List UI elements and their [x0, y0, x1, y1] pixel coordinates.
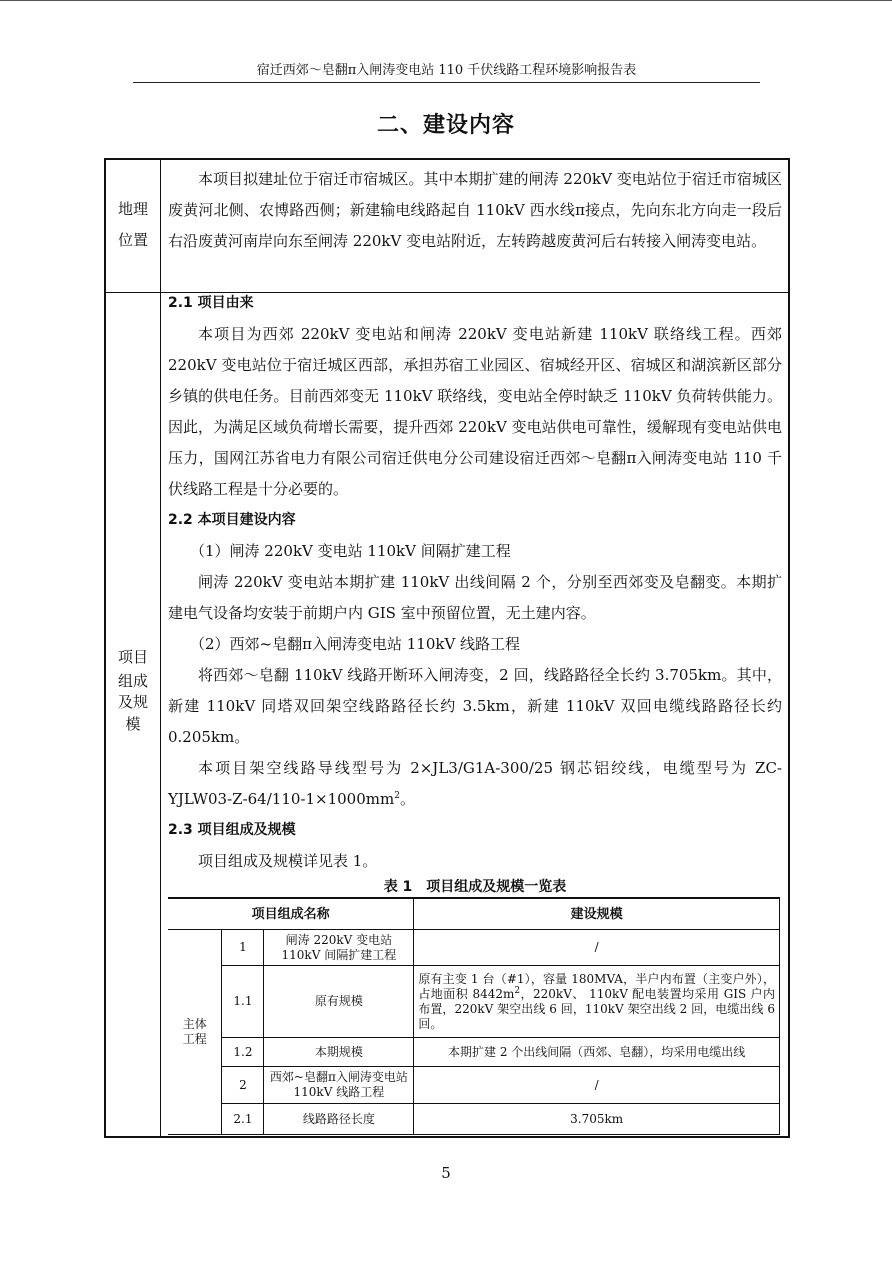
section-title: 二、建设内容 — [376, 112, 515, 138]
table-row — [168, 930, 780, 966]
page-top-border — [0, 0, 892, 1]
composition-content — [168, 288, 782, 877]
page-number: 5 — [441, 1164, 451, 1182]
row-name: 本期规模 — [264, 1038, 414, 1067]
row-scale: / — [414, 1067, 780, 1104]
row-name: 原有规模 — [264, 966, 414, 1038]
header-item-name: 项目组成名称 — [168, 898, 414, 930]
row-number: 2.1 — [222, 1104, 264, 1135]
section-2-2-item-1: （1）闸涛 220kV 变电站 110kV 间隔扩建工程 — [190, 542, 511, 560]
row-scale: / — [414, 930, 780, 966]
section-2-2-conductor-text: 本项目架空线路导线型号为 2×JL3/G1A-300/25 钢芯铝绞线，电缆型号为 $ZC-YJLW03-Z-64/110-1\times 1000mm^2$。 — [168, 759, 782, 808]
row-scale: 本期扩建 2 个出线间隔（西郊、皂翻），均采用电缆出线 — [414, 1038, 780, 1067]
table-header-row — [168, 898, 780, 930]
section-2-3-heading: 2.3 项目组成及规模 — [168, 822, 296, 838]
location-content — [168, 164, 782, 257]
header-scale: 建设规模 — [414, 898, 780, 930]
section-2-2-item-1-text: 闸涛 220kV 变电站本期扩建 110kV 出线间隔 2 个，分别至西郊变及皂翻变。本期扩建电气设备均安装于前期户内 GIS 室中预留位置，无土建内容。 — [168, 573, 782, 622]
label-column-divider — [160, 160, 161, 1136]
row-name: 西郊~皂翻π入闸涛变电站 110kV 线路工程 — [264, 1067, 414, 1104]
section-2-2-heading: 2.2 本项目建设内容 — [168, 512, 296, 528]
section-2-1-heading: 2.1 项目由来 — [168, 295, 254, 311]
section-2-2-item-2: （2）西郊~皂翻π入闸涛变电站 110kV 线路工程 — [190, 635, 521, 653]
row-scale: 3.705km — [414, 1104, 780, 1135]
table-1-caption: 表 1 项目组成及规模一览表 — [383, 879, 567, 895]
location-text: 本项目拟建址位于宿迁市宿城区。其中本期扩建的闸涛 220kV 变电站位于宿迁市宿城区废黄河北侧、农博路西侧；新建输电线路起自 110kV 西水线π接点，先向东北方向走一段后右沿废黄河南岸向东至闸涛 220kV 变电站附近，左转跨越废黄河后右转接入闸涛变电站。 — [168, 170, 782, 250]
running-header: 宿迁西郊～皂翻π入闸涛变电站 110 千伏线路工程环境影响报告表 — [256, 63, 637, 78]
table-row — [168, 966, 780, 1038]
section-2-1-text: 本项目为西郊 220kV 变电站和闸涛 220kV 变电站新建 110kV 联络线工程。西郊 220kV 变电站位于宿迁城区西部，承担苏宿工业园区、宿城经开区、宿城区和湖滨新区部分乡镇的供电任务。目前西郊变无 110kV 联络线，变电站全停时缺乏 110kV 负荷转供能力。因此，为满足区域负荷增长需要，提升西郊 220kV 变电站供电可靠性，缓解现有变电站供电压力，国网江苏省电力有限公司宿迁供电分公司建设宿迁西郊～皂翻π入闸涛变电站 110 千伏线路工程是十分必要的。 — [168, 325, 782, 498]
row-number: 1.1 — [222, 966, 264, 1038]
group-cell: 主体工程 — [168, 930, 222, 1135]
header-rule — [133, 82, 760, 83]
table-row — [168, 1038, 780, 1067]
row-number: 1.2 — [222, 1038, 264, 1067]
row-number: 2 — [222, 1067, 264, 1104]
table-1 — [168, 897, 780, 1135]
composition-label: 项目 组成 及规 模 — [117, 648, 148, 733]
table-row — [168, 1104, 780, 1135]
content-frame — [104, 158, 790, 1138]
row-number: 1 — [222, 930, 264, 966]
row-name: 闸涛 220kV 变电站 110kV 间隔扩建工程 — [264, 930, 414, 966]
table-row — [168, 1067, 780, 1104]
section-2-2-item-2-text: 将西郊～皂翻 110kV 线路开断环入闸涛变，2 回，线路路径全长约 3.705km。其中，新建 110kV 同塔双回架空线路路径长约 3.5km，新建 110kV 双回电缆线路路径长约 0.205km。 — [168, 666, 782, 746]
row-name: 线路路径长度 — [264, 1104, 414, 1135]
row-scale: 原有主变 1 台（#1），容量 180MVA，半户内布置（主变户外），占地面积 $8442m^2$，220kV、 110kV 配电装置均采用 GIS 户内布置，220kV 架空出线 6 回，110kV 架空出线 2 回，电缆出线 6 回。 — [414, 966, 780, 1038]
section-2-3-text: 项目组成及规模详见表 1。 — [198, 852, 378, 870]
location-label: 地理 位置 — [117, 200, 148, 249]
